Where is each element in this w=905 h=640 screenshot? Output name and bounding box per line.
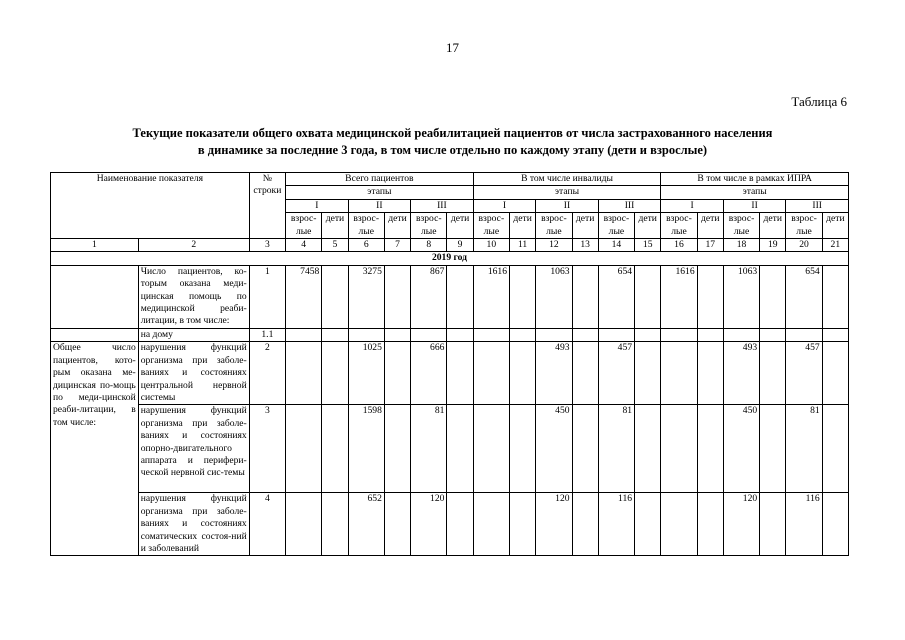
column-number: 1 [51, 239, 139, 252]
header-adults: взрос-лые [411, 213, 447, 239]
value-cell [661, 328, 697, 341]
value-cell: 1063 [723, 265, 759, 328]
header-total: Всего пациентов [286, 173, 474, 186]
value-cell [697, 405, 723, 493]
row-number: 4 [249, 493, 285, 556]
value-cell [447, 328, 473, 341]
value-cell [822, 328, 848, 341]
value-cell [697, 342, 723, 405]
title-line-1: Текущие показатели общего охвата медицинской реабилитацией пациентов от числа застрахованного населения [132, 126, 773, 140]
row-name: нарушения функций организма при заболе-ваниях и состояниях центральной нервной системы [138, 342, 249, 405]
value-cell [286, 342, 322, 405]
header-stage-i: I [286, 199, 349, 212]
value-cell: 654 [598, 265, 634, 328]
column-number: 20 [786, 239, 822, 252]
header-children: дети [760, 213, 786, 239]
column-number: 16 [661, 239, 697, 252]
value-cell [822, 493, 848, 556]
row-name: нарушения функций организма при заболе-ваниях и состояниях опорно-двигательного аппарата и перифери-ческой нервной сис-темы [138, 405, 249, 493]
column-number: 21 [822, 239, 848, 252]
value-cell [384, 328, 410, 341]
value-cell [572, 493, 598, 556]
header-stage-ii: II [536, 199, 599, 212]
value-cell [447, 493, 473, 556]
table-label: Таблица 6 [791, 94, 847, 109]
header-children: дети [697, 213, 723, 239]
table-row [51, 342, 849, 405]
column-number: 17 [697, 239, 723, 252]
value-cell [635, 342, 661, 405]
row-number: 3 [249, 405, 285, 493]
value-cell: 81 [598, 405, 634, 493]
header-adults: взрос-лые [286, 213, 322, 239]
data-table [50, 172, 849, 556]
header-stages: этапы [286, 186, 474, 199]
value-cell [322, 493, 348, 556]
table-row [51, 328, 849, 341]
value-cell: 450 [723, 405, 759, 493]
value-cell [322, 265, 348, 328]
column-number: 15 [635, 239, 661, 252]
value-cell: 654 [786, 265, 822, 328]
column-number: 18 [723, 239, 759, 252]
value-cell [635, 493, 661, 556]
table-row [51, 265, 849, 328]
value-cell: 1616 [473, 265, 509, 328]
header-stage-ii: II [348, 199, 411, 212]
value-cell [572, 265, 598, 328]
value-cell [786, 328, 822, 341]
header-ipra: В том числе в рамках ИПРА [661, 173, 849, 186]
header-adults: взрос-лые [786, 213, 822, 239]
value-cell [760, 342, 786, 405]
page-number: 17 [446, 40, 459, 55]
value-cell: 652 [348, 493, 384, 556]
value-cell: 493 [723, 342, 759, 405]
header-stage-ii: II [723, 199, 786, 212]
empty-cell [51, 328, 139, 341]
header-stage-iii: III [411, 199, 474, 212]
value-cell [536, 328, 572, 341]
header-stage-i: I [473, 199, 536, 212]
column-number: 14 [598, 239, 634, 252]
column-number: 2 [138, 239, 249, 252]
column-number: 13 [572, 239, 598, 252]
value-cell [635, 405, 661, 493]
value-cell [286, 405, 322, 493]
table-row [51, 493, 849, 556]
value-cell [661, 493, 697, 556]
value-cell [384, 342, 410, 405]
value-cell: 120 [536, 493, 572, 556]
value-cell: 120 [723, 493, 759, 556]
row-name: Число пациентов, ко-торым оказана меди-цинская помощь по медицинской реаби-литации, в том числе: [138, 265, 249, 328]
value-cell [510, 405, 536, 493]
header-children: дети [384, 213, 410, 239]
value-cell [384, 265, 410, 328]
column-number: 8 [411, 239, 447, 252]
header-stage-iii: III [786, 199, 849, 212]
column-number: 12 [536, 239, 572, 252]
value-cell [760, 405, 786, 493]
header-adults: взрос-лые [536, 213, 572, 239]
column-number: 10 [473, 239, 509, 252]
value-cell [322, 328, 348, 341]
header-children: дети [322, 213, 348, 239]
value-cell [822, 342, 848, 405]
header-children: дети [822, 213, 848, 239]
value-cell [635, 265, 661, 328]
header-stage-iii: III [598, 199, 661, 212]
value-cell: 1063 [536, 265, 572, 328]
value-cell [473, 405, 509, 493]
table-row [51, 405, 849, 493]
value-cell [635, 328, 661, 341]
value-cell [384, 493, 410, 556]
column-number: 7 [384, 239, 410, 252]
header-adults: взрос-лые [473, 213, 509, 239]
value-cell [473, 342, 509, 405]
column-number: 11 [510, 239, 536, 252]
value-cell: 666 [411, 342, 447, 405]
column-number: 3 [249, 239, 285, 252]
value-cell: 116 [598, 493, 634, 556]
value-cell: 450 [536, 405, 572, 493]
value-cell [447, 342, 473, 405]
value-cell: 867 [411, 265, 447, 328]
value-cell [510, 265, 536, 328]
value-cell: 457 [598, 342, 634, 405]
column-number: 19 [760, 239, 786, 252]
column-number: 6 [348, 239, 384, 252]
header-name: Наименование показателя [51, 173, 250, 239]
header-children: дети [447, 213, 473, 239]
header-children: дети [635, 213, 661, 239]
header-line-no: № строки [249, 173, 285, 239]
value-cell [572, 328, 598, 341]
value-cell [760, 265, 786, 328]
row-number: 1 [249, 265, 285, 328]
value-cell [447, 265, 473, 328]
title-line-2: в динамике за последние 3 года, в том числе отдельно по каждому этапу (дети и взрослые) [197, 143, 708, 157]
value-cell [572, 405, 598, 493]
value-cell: 493 [536, 342, 572, 405]
header-stages: этапы [661, 186, 849, 199]
value-cell [822, 265, 848, 328]
value-cell [661, 405, 697, 493]
value-cell [322, 342, 348, 405]
value-cell [510, 342, 536, 405]
value-cell: 81 [411, 405, 447, 493]
value-cell [760, 328, 786, 341]
value-cell [322, 405, 348, 493]
header-invalid: В том числе инвалиды [473, 173, 661, 186]
value-cell [384, 405, 410, 493]
value-cell [473, 328, 509, 341]
value-cell: 81 [786, 405, 822, 493]
row-name: нарушения функций организма при заболе-ваниях и состояниях соматических состоя-ний и заболеваний [138, 493, 249, 556]
value-cell: 116 [786, 493, 822, 556]
column-number: 9 [447, 239, 473, 252]
value-cell: 120 [411, 493, 447, 556]
header-stages: этапы [473, 186, 661, 199]
value-cell [286, 493, 322, 556]
value-cell: 1616 [661, 265, 697, 328]
value-cell: 1598 [348, 405, 384, 493]
value-cell [697, 328, 723, 341]
value-cell [348, 328, 384, 341]
value-cell [822, 405, 848, 493]
empty-cell [51, 265, 139, 328]
header-adults: взрос-лые [661, 213, 697, 239]
value-cell: 1025 [348, 342, 384, 405]
value-cell [473, 493, 509, 556]
value-cell [447, 405, 473, 493]
value-cell: 3275 [348, 265, 384, 328]
value-cell [572, 342, 598, 405]
value-cell [661, 342, 697, 405]
value-cell [510, 493, 536, 556]
header-stage-i: I [661, 199, 724, 212]
header-children: дети [572, 213, 598, 239]
table-title [40, 125, 865, 159]
header-children: дети [510, 213, 536, 239]
column-number: 4 [286, 239, 322, 252]
row-number: 2 [249, 342, 285, 405]
value-cell [697, 493, 723, 556]
value-cell [598, 328, 634, 341]
header-adults: взрос-лые [598, 213, 634, 239]
header-adults: взрос-лые [348, 213, 384, 239]
row-name: на дому [138, 328, 249, 341]
value-cell: 457 [786, 342, 822, 405]
value-cell [510, 328, 536, 341]
header-adults: взрос-лые [723, 213, 759, 239]
row-number: 1.1 [249, 328, 285, 341]
value-cell [286, 328, 322, 341]
column-number: 5 [322, 239, 348, 252]
value-cell [760, 493, 786, 556]
value-cell: 7458 [286, 265, 322, 328]
value-cell [723, 328, 759, 341]
value-cell [411, 328, 447, 341]
year-label: 2019 год [51, 252, 849, 265]
group-label: Общее число пациентов, кото-рым оказана ме-дицинская по-мощь по меди-цинской реаби-литации, в том числе: [51, 342, 139, 556]
value-cell [697, 265, 723, 328]
